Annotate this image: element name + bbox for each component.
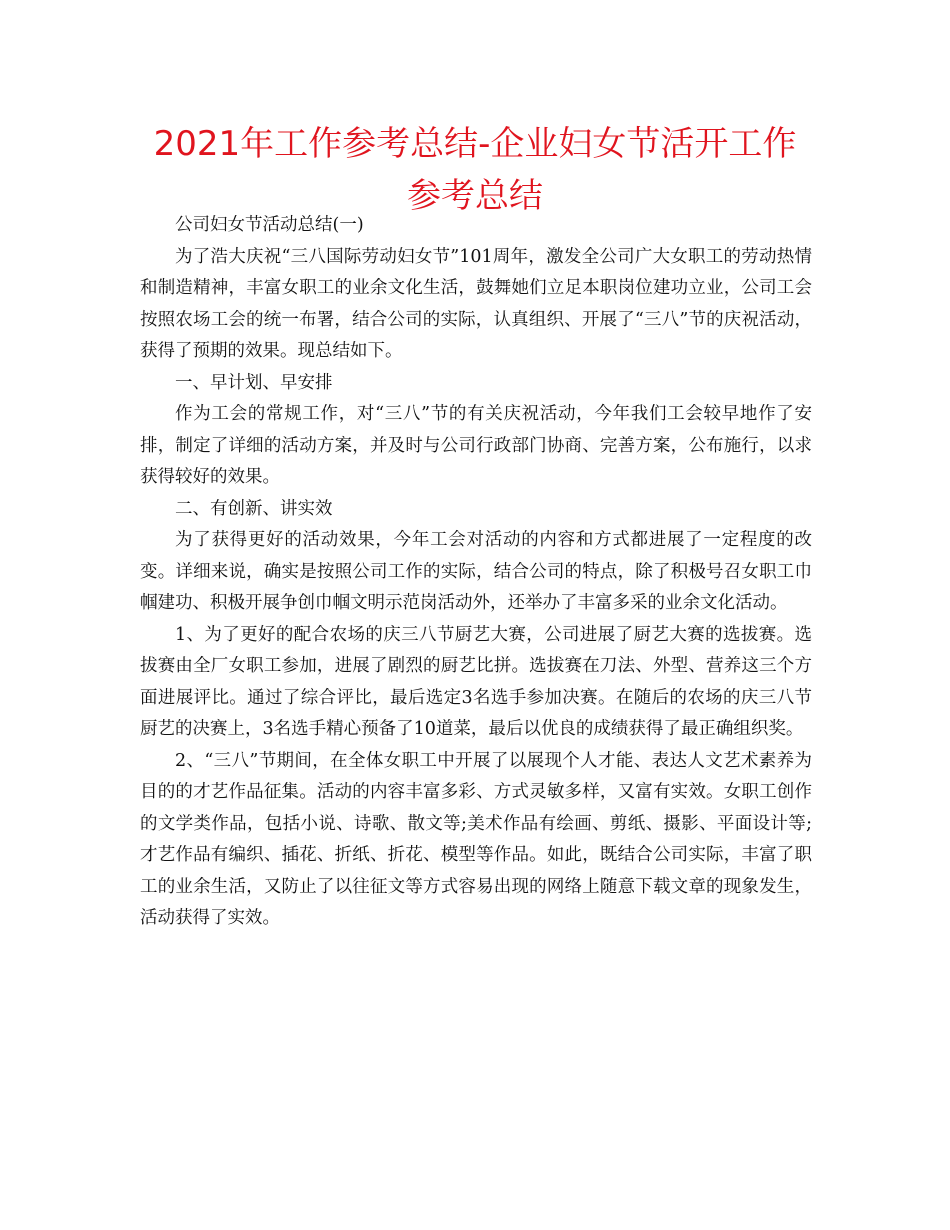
section-heading: 一、早计划、早安排 — [175, 372, 333, 393]
section-heading: 二、有创新、讲实效 — [175, 498, 333, 519]
document-title: 2021年工作参考总结-企业妇女节活开工作参考总结 — [153, 124, 797, 216]
paragraph: 作为工会的常规工作，对“三八”节的有关庆祝活动，今年我们工会较早地作了安排，制定了详细的活动方案，并及时与公司行政部门协商、完善方案，公布施行，以求获得较好的效果。 — [140, 404, 812, 487]
paragraph: 为了浩大庆祝“三八国际劳动妇女节”101周年，激发全公司广大女职工的劳动热情和制造精神，丰富女职工的业余文化生活，鼓舞她们立足本职岗位建功立业，公司工会按照农场工会的统一布署，结合公司的实际，认真组织、开展了“三八”节的庆祝活动，获得了预期的效果。现总结如下。 — [140, 246, 812, 361]
document-body — [140, 210, 812, 935]
paragraph: 2、“三八”节期间，在全体女职工中开展了以展现个人才能、表达人文艺术素养为目的的才艺作品征集。活动的内容丰富多彩、方式灵敏多样，又富有实效。女职工创作的文学类作品，包括小说、诗歌、散文等;美术作品有绘画、剪纸、摄影、平面设计等;才艺作品有编织、插花、折纸、折花、模型等作品。如此，既结合公司实际，丰富了职工的业余生活，又防止了以往征文等方式容易出现的网络上随意下载文章的现象发生，活动获得了实效。 — [140, 750, 812, 928]
paragraph: 1、为了更好的配合农场的庆三八节厨艺大赛，公司进展了厨艺大赛的选拔赛。选拔赛由全厂女职工参加，进展了剧烈的厨艺比拼。选拔赛在刀法、外型、营养这三个方面进展评比。通过了综合评比，最后选定3名选手参加决赛。在随后的农场的庆三八节厨艺的决赛上，3名选手精心预备了10道菜，最后以优良的成绩获得了最正确组织奖。 — [140, 624, 812, 739]
paragraph: 为了获得更好的活动效果，今年工会对活动的内容和方式都进展了一定程度的改变。详细来说，确实是按照公司工作的实际，结合公司的特点，除了积极号召女职工巾帼建功、积极开展争创巾帼文明示范岗活动外，还举办了丰富多采的业余文化活动。 — [140, 530, 812, 613]
section-heading: 公司妇女节活动总结(一) — [175, 215, 364, 235]
